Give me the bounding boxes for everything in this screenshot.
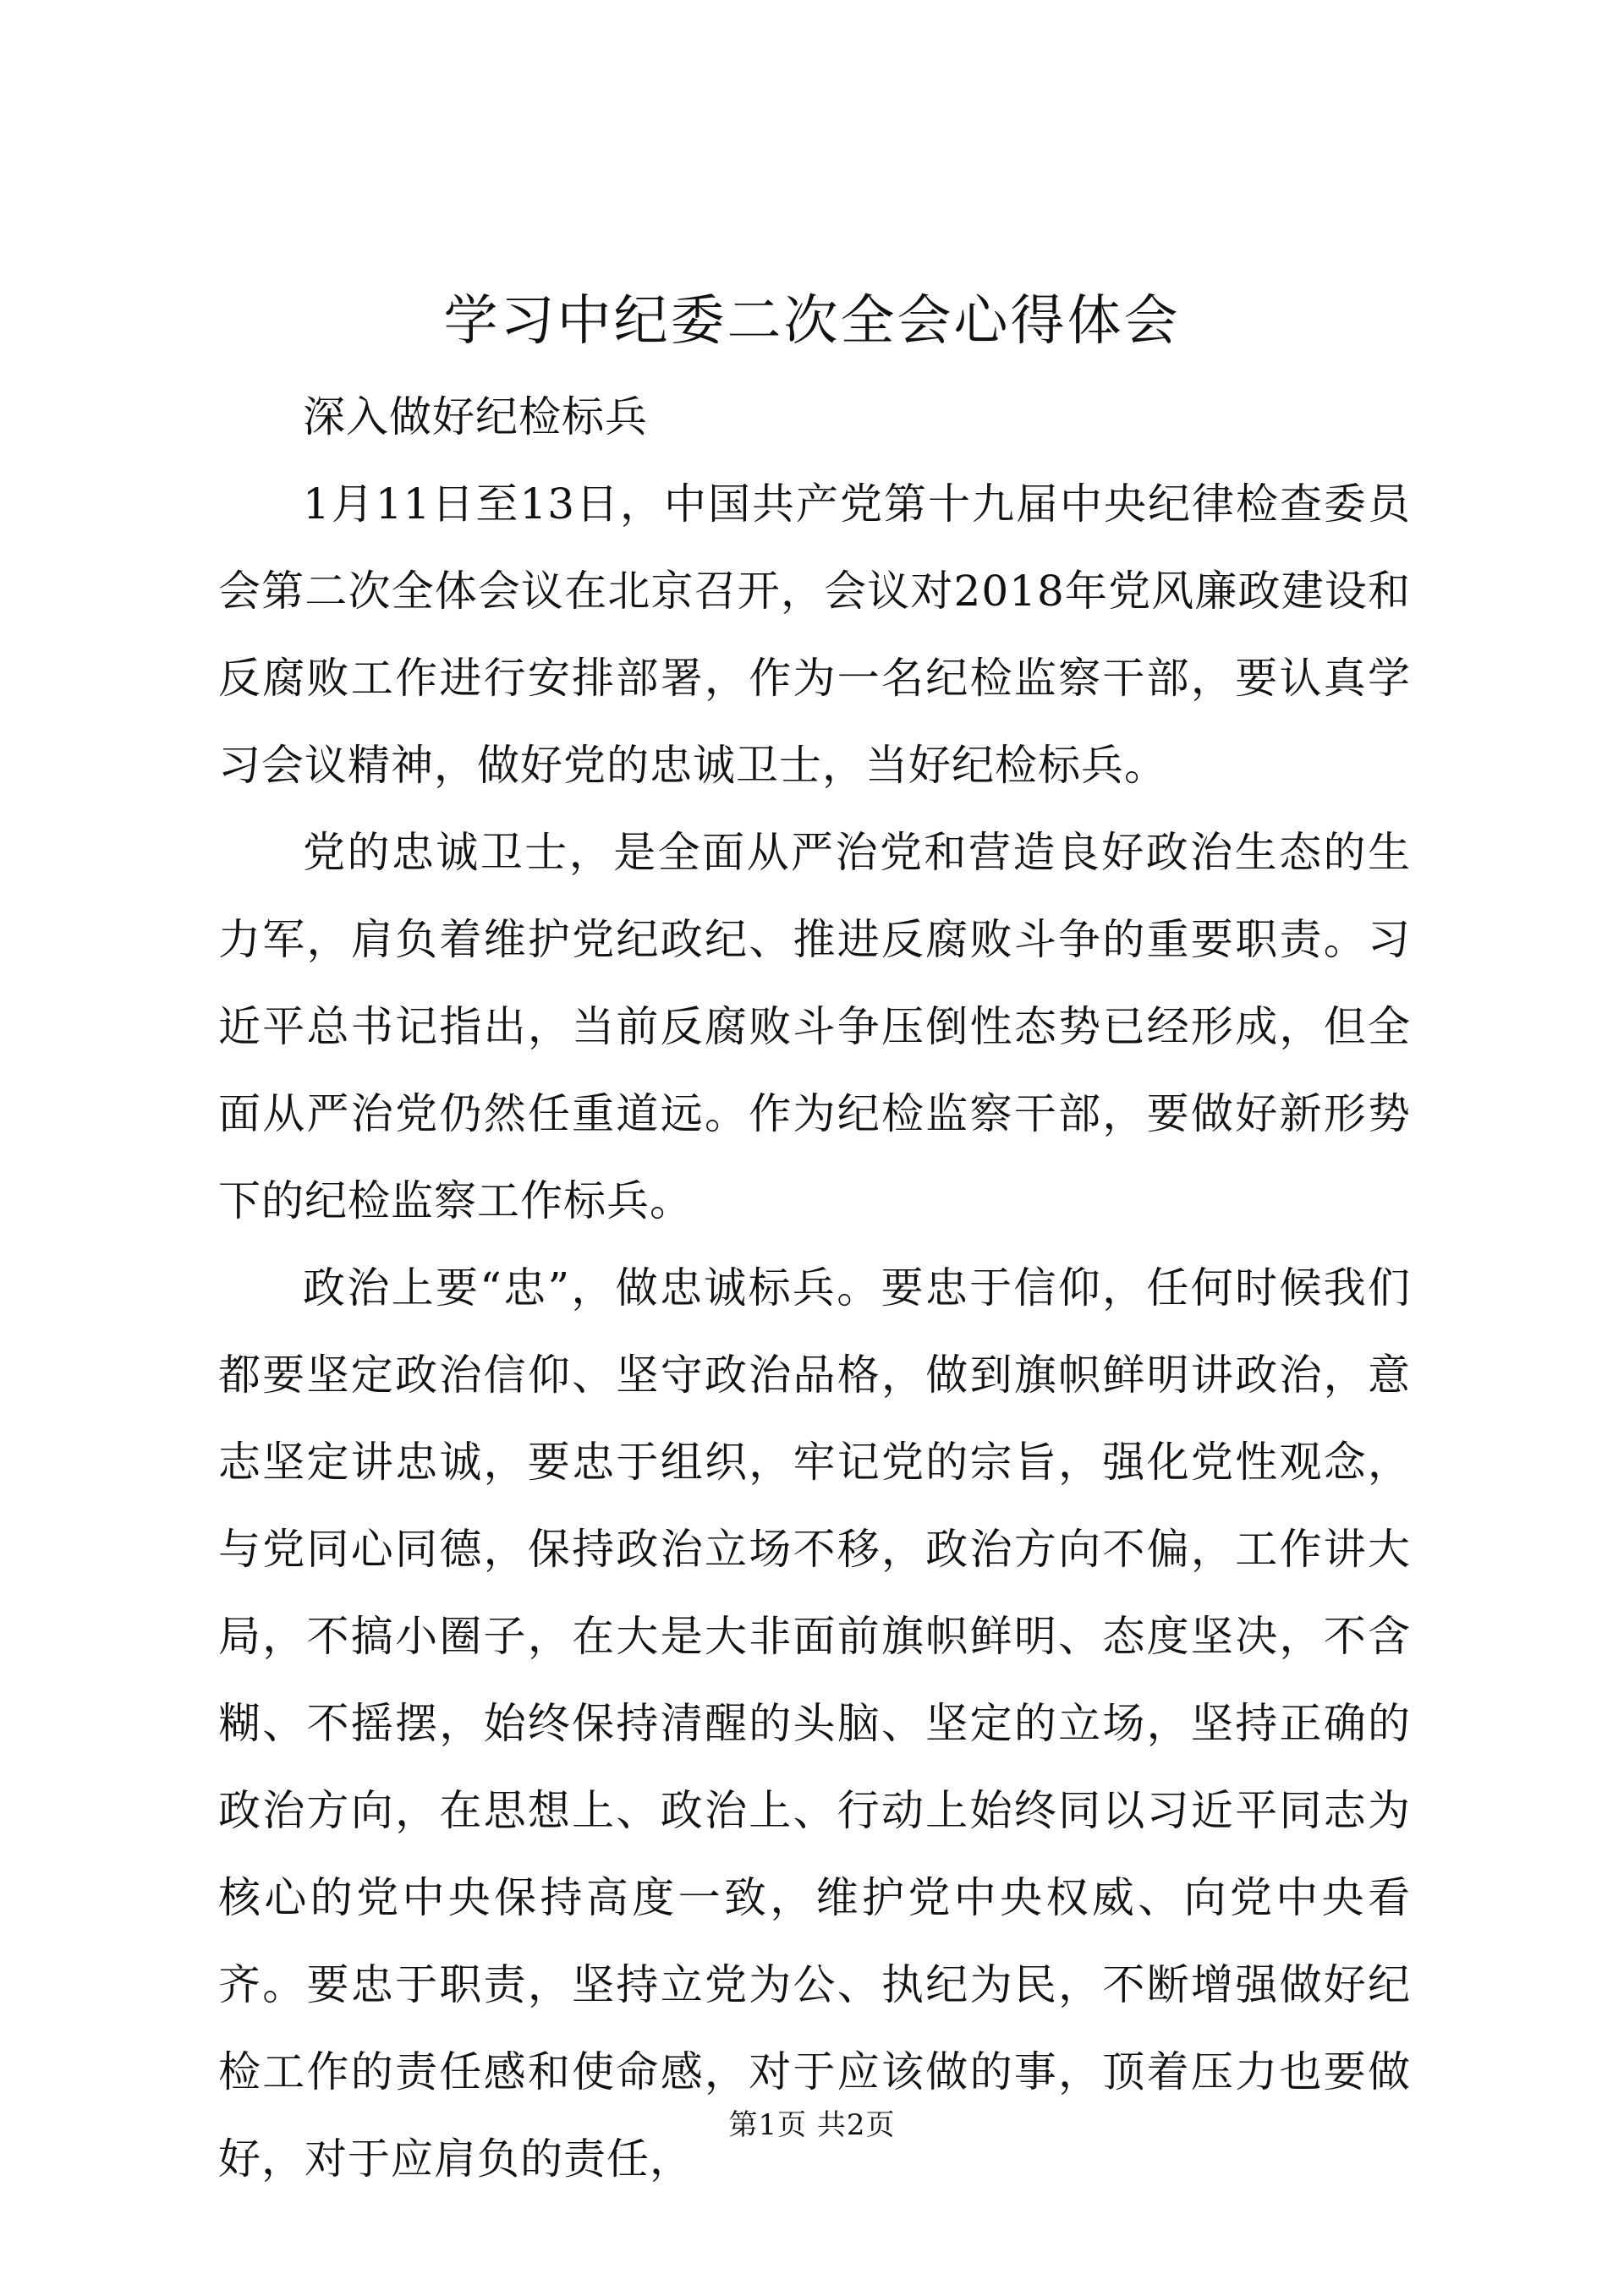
paragraph-meeting-intro: 1月11日至13日，中国共产党第十九届中央纪律检查委员会第二次全体会议在北京召开，会议对2018年党风廉政建设和反腐败工作进行安排部署，作为一名纪检监察干部，要认真学习会议精神，做好党的忠诚卫士，当好纪检标兵。 bbox=[218, 479, 1411, 790]
paragraph-subtitle: 深入做好纪检标兵 bbox=[303, 392, 648, 441]
paragraph-loyal-guard: 党的忠诚卫士，是全面从严治党和营造良好政治生态的生力军，肩负着维护党纪政纪、推进反腐败斗争的重要职责。习近平总书记指出，当前反腐败斗争压倒性态势已经形成，但全面从严治党仍然任重道远。作为纪检监察干部，要做好新形势下的纪检监察工作标兵。 bbox=[218, 828, 1411, 1225]
paragraph-political-loyalty: 政治上要“忠”，做忠诚标兵。要忠于信仰，任何时候我们都要坚定政治信仰、坚守政治品格，做到旗帜鲜明讲政治，意志坚定讲忠诚，要忠于组织，牢记党的宗旨，强化党性观念，与党同心同德，保持政治立场不移，政治方向不偏，工作讲大局，不搞小圈子，在大是大非面前旗帜鲜明、态度坚决，不含糊、不摇摆，始终保持清醒的头脑、坚定的立场，坚持正确的政治方向，在思想上、政治上、行动上始终同以习近平同志为核心的党中央保持高度一致，维护党中央权威、向党中央看齐。要忠于职责，坚持立党为公、执纪为民，不断增强做好纪检工作的责任感和使命感，对于应该做的事，顶着压力也要做好，对于应肩负的责任， bbox=[218, 1263, 1411, 2184]
document-title: 学习中纪委二次全会心得体会 bbox=[443, 290, 1181, 353]
document-body bbox=[218, 374, 1411, 2203]
page-number: 第1页 共2页 bbox=[728, 2108, 896, 2142]
